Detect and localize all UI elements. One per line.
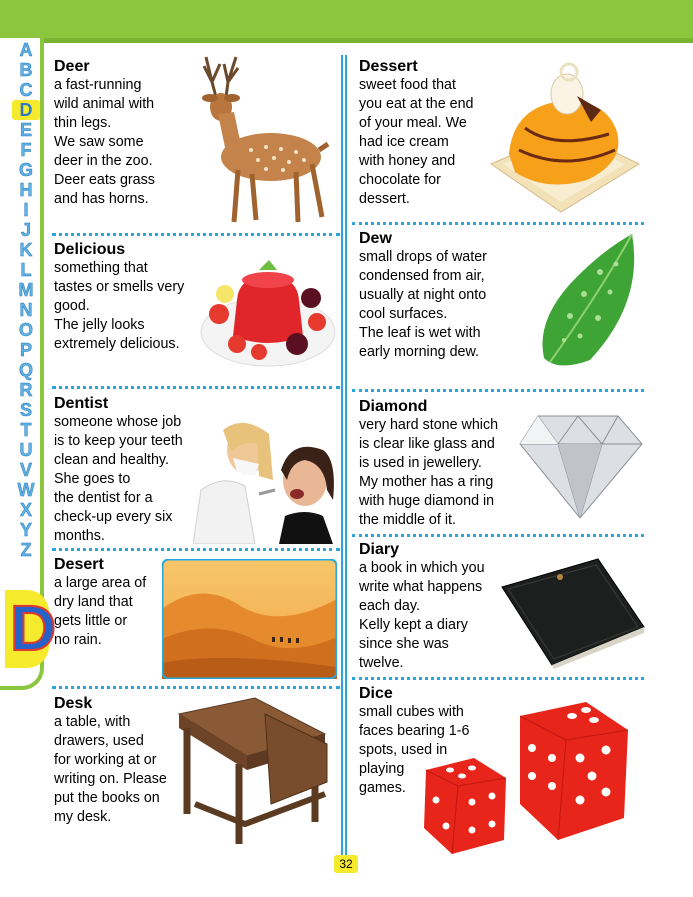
letter-w[interactable]: W: [17, 480, 35, 500]
entry-text: small drops of water condensed from air, usually at night onto cool surfaces. The leaf is wet with early morning dew.: [359, 249, 487, 360]
letter-b[interactable]: B: [19, 60, 33, 80]
entry-text: someone whose job is to keep your teeth clean and healthy. She goes to the dentist for a check-up every six months.: [54, 414, 183, 544]
top-bar-shade: [0, 38, 693, 43]
separator: [52, 686, 340, 689]
entry-dessert: [359, 57, 499, 209]
alphabet-index: [12, 40, 40, 560]
big-letter-badge: [5, 590, 57, 668]
letter-j[interactable]: J: [20, 220, 31, 240]
separator: [52, 548, 340, 551]
letter-t[interactable]: T: [20, 420, 32, 440]
separator: [352, 677, 644, 680]
letter-v[interactable]: V: [19, 460, 32, 480]
letter-g[interactable]: G: [18, 160, 33, 180]
letter-k[interactable]: K: [19, 240, 33, 260]
entry-title: Desert: [54, 556, 104, 573]
letter-m[interactable]: M: [18, 280, 34, 300]
letter-l[interactable]: L: [20, 260, 32, 280]
entry-text: very hard stone which is clear like glass and is used in jewellery. My mother has a ring with huge diamond in the middle of it.: [359, 417, 499, 528]
letter-h[interactable]: H: [19, 180, 33, 200]
letter-f[interactable]: F: [20, 140, 32, 160]
entry-text: a table, with drawers, used for working at or writing on. Please put the books on my desk.: [54, 714, 167, 825]
entry-title: Dentist: [54, 395, 109, 412]
letter-y[interactable]: Y: [19, 520, 32, 540]
separator: [352, 389, 644, 392]
entry-text: a fast-running wild animal with thin legs. We saw some deer in the zoo. Deer eats grass and has horns.: [54, 77, 155, 207]
entry-title: Diamond: [359, 398, 428, 415]
diamond-image: [518, 410, 643, 520]
desk-image: [175, 694, 331, 850]
entry-text: something that tastes or smells very good. The jelly looks extremely delicious.: [54, 260, 185, 352]
entry-diary: [359, 540, 519, 673]
letter-z[interactable]: Z: [20, 540, 32, 560]
separator: [352, 222, 644, 225]
entry-text: sweet food that you eat at the end of your meal. We had ice cream with honey and chocolate for dessert.: [359, 77, 474, 207]
entry-title: Desk: [54, 695, 93, 712]
letter-d-active[interactable]: D: [12, 100, 40, 120]
desert-image: [162, 559, 337, 679]
letter-c[interactable]: C: [19, 80, 33, 100]
entry-text: small cubes with faces bearing 1-6 spots, used in playing games.: [359, 704, 470, 796]
entry-title: Dessert: [359, 58, 418, 75]
entry-desert: [54, 555, 164, 650]
separator: [352, 534, 644, 537]
dentist-image: [193, 420, 338, 544]
entry-title: Delicious: [54, 241, 126, 258]
separator: [52, 386, 340, 389]
letter-r[interactable]: R: [19, 380, 33, 400]
entry-delicious: [54, 240, 204, 354]
letter-a[interactable]: A: [19, 40, 33, 60]
letter-i[interactable]: I: [23, 200, 29, 220]
entry-text: a large area of dry land that gets little or no rain.: [54, 575, 147, 648]
column-divider: [345, 55, 347, 855]
letter-n[interactable]: N: [19, 300, 33, 320]
entry-title: Diary: [359, 541, 400, 558]
letter-u[interactable]: U: [19, 440, 33, 460]
entry-title: Dew: [359, 230, 392, 247]
top-bar: [0, 0, 693, 43]
jelly-image: [199, 258, 337, 370]
dice-image: [416, 700, 642, 856]
leaf-image: [540, 232, 643, 374]
letter-o[interactable]: O: [18, 320, 33, 340]
big-letter: D: [10, 592, 57, 664]
letter-x[interactable]: X: [19, 500, 32, 520]
letter-p[interactable]: P: [19, 340, 32, 360]
separator: [52, 233, 340, 236]
letter-s[interactable]: S: [19, 400, 32, 420]
deer-image: [176, 52, 332, 227]
entry-text: a book in which you write what happens each day. Kelly kept a diary since she was twelve.: [359, 560, 485, 671]
dessert-image: [485, 52, 643, 220]
entry-dentist: [54, 394, 204, 546]
entry-title: Dice: [359, 685, 393, 702]
entry-title: Deer: [54, 58, 90, 75]
letter-q[interactable]: Q: [18, 360, 33, 380]
diary-image: [500, 557, 646, 669]
entry-dew: [359, 229, 519, 362]
letter-e[interactable]: E: [19, 120, 32, 140]
page-number: 32: [334, 855, 358, 873]
column-divider-inner: [341, 55, 343, 855]
entry-desk: [54, 694, 194, 827]
entry-diamond: [359, 397, 519, 530]
